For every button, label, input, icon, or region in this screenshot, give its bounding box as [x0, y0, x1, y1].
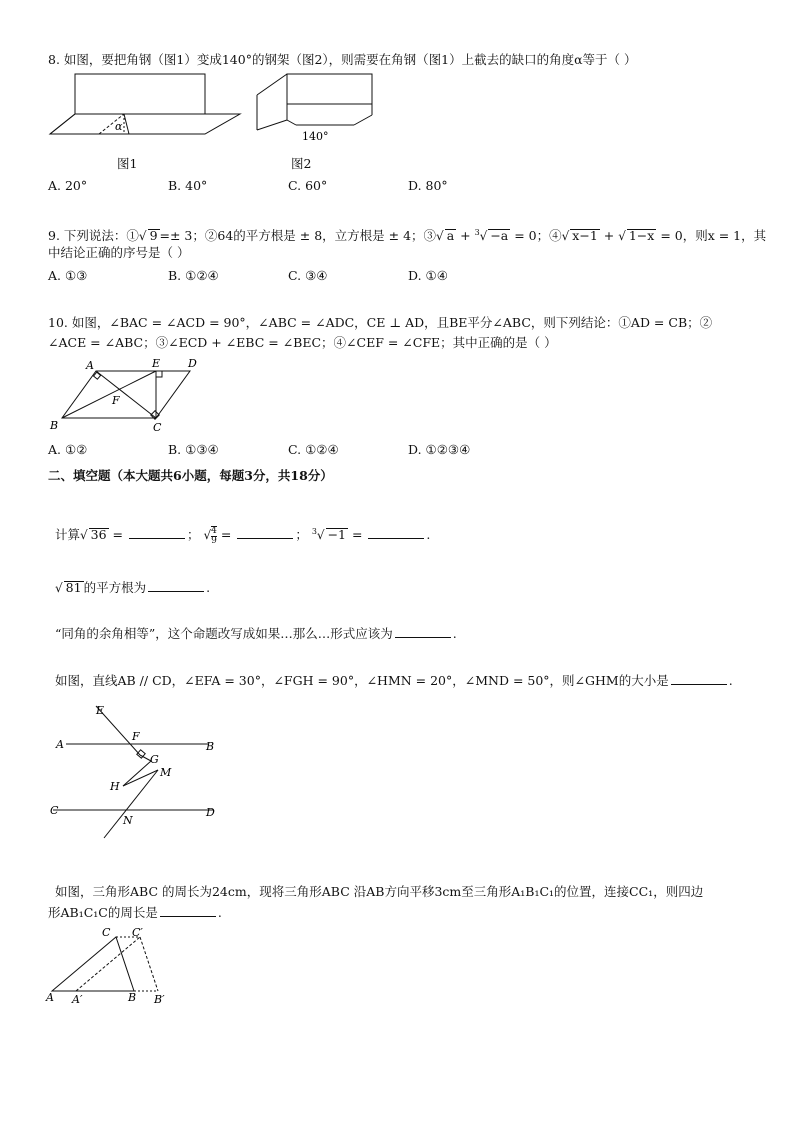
fill-4-label-b: B [206, 740, 215, 753]
q8-option-d: D. 80° [408, 178, 448, 193]
q10-figure [48, 355, 208, 435]
q9-option-b: B. ①②④ [168, 268, 219, 283]
fill-5-label-c: C [102, 926, 111, 939]
q10-option-c: C. ①②④ [288, 442, 339, 457]
q10-label-c: C [153, 421, 162, 434]
q8-fig2-label: 图2 [291, 156, 312, 171]
q10-label-d: D [188, 357, 197, 370]
fill-5-line1: 如图，三角形ABC 的周长为24cm，现将三角形ABC 沿AB方向平移3cm至三角形A₁B₁C₁的位置，连接CC₁，则四边 [55, 884, 704, 899]
q9-option-a: A. ①③ [48, 268, 88, 283]
q8-figures [44, 70, 384, 175]
fill-5-label-b: B [128, 991, 137, 1004]
q8-fig2-angle: 140° [302, 130, 329, 143]
q10-label-b: B [50, 419, 59, 432]
q10-label-a: A [86, 359, 94, 372]
q10-label-e: E [152, 357, 161, 370]
q8-fig2 [257, 74, 372, 143]
q10-label-f: F [112, 394, 120, 407]
fill-5-line2: 形AB₁C₁C的周长是 . [48, 905, 222, 920]
q10-line2: ∠ACE = ∠ABC；③∠ECD + ∠EBC = ∠BEC；④∠CEF = ∠CFE；其中正确的是（ ） [48, 335, 557, 350]
fill-4-label-m: M [160, 766, 172, 779]
q8-fig1-alpha: α [115, 120, 123, 133]
fill-5-label-a1: A′ [72, 993, 83, 1006]
q9-line2: 中结论正确的序号是（ ） [48, 245, 190, 260]
fill-4-label-c: C [50, 804, 59, 817]
fill-2: √ 81 的平方根为 . [55, 580, 211, 595]
fill-4: 如图，直线AB // CD，∠EFA = 30°，∠FGH = 90°，∠HMN = 20°，∠MND = 50°，则∠GHM的大小是 . [55, 673, 733, 688]
fill-5-label-c1: C′ [132, 926, 143, 939]
fill-4-label-f: F [132, 730, 140, 743]
q8-fig1-label: 图1 [117, 156, 138, 171]
fill-4-label-n: N [123, 814, 133, 827]
q9-option-d: D. ①④ [408, 268, 448, 283]
fill-4-label-a: A [56, 738, 64, 751]
fill-3: “同角的余角相等”，这个命题改写成如果…那么…形式应该为 . [55, 626, 457, 641]
q10-option-b: B. ①③④ [168, 442, 219, 457]
q8-fig1 [50, 74, 240, 134]
fill-4-label-g: G [150, 753, 159, 766]
fill-5-label-a: A [46, 991, 54, 1004]
q8-option-b: B. 40° [168, 178, 208, 193]
section-2-heading: 二、填空题（本大题共6小题，每题3分，共18分） [48, 468, 333, 483]
fill-4-label-e: E [96, 704, 105, 717]
q9-line1: 9. 下列说法：①√ 9 =± 3；②64的平方根是 ± 8，立方根是 ± 4；③√ a + $^3$√ −a = 0；④√ x−1 + √ 1−x = 0，则x = 1，其 [48, 228, 767, 244]
fill-1: 计算√ 36 = ； $√\frac{4}{9}$ = ； $^3$√ −1 = . [55, 525, 431, 546]
fill-4-label-d: D [206, 806, 215, 819]
q10-option-a: A. ①② [48, 442, 88, 457]
q9-option-c: C. ③④ [288, 268, 328, 283]
fill-5-label-b1: B′ [154, 993, 165, 1006]
q8-text: 8. 如图，要把角钢（图1）变成140°的钢架（图2），则需要在角钢（图1）上截去的缺口的角度α等于（ ） [48, 52, 637, 67]
fill-4-label-h: H [110, 780, 120, 793]
q8-option-c: C. 60° [288, 178, 328, 193]
q8-option-a: A. 20° [48, 178, 88, 193]
q10-option-d: D. ①②③④ [408, 442, 471, 457]
fill-4-figure [48, 698, 228, 843]
fill-5-figure [44, 925, 184, 1010]
q10-line1: 10. 如图，∠BAC = ∠ACD = 90°，∠ABC = ∠ADC，CE ⊥ AD，且BE平分∠ABC，则下列结论：①AD = CB；② [48, 315, 713, 330]
